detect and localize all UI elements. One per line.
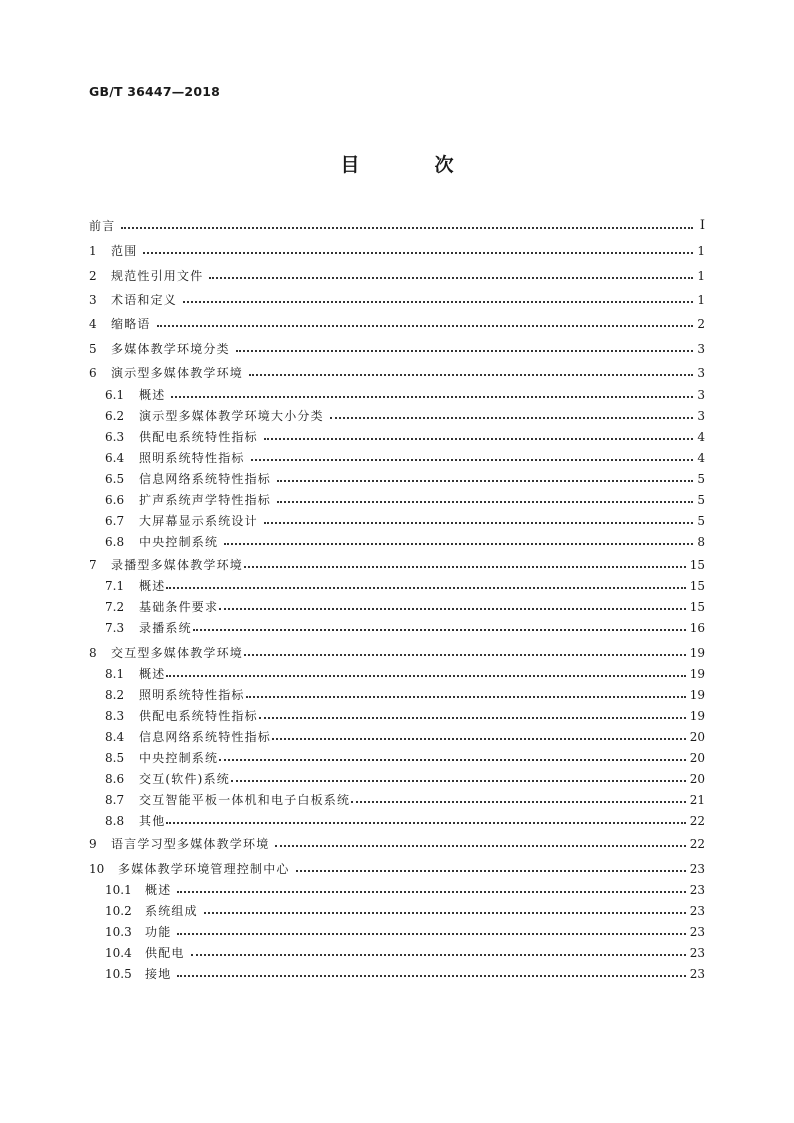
toc-entry-page: 3 — [697, 388, 705, 402]
toc-entry[interactable] — [89, 748, 705, 768]
toc-dot-leader — [249, 363, 693, 383]
toc-entry-number: 7.3 — [105, 621, 125, 635]
toc-dot-leader — [177, 964, 685, 984]
toc-entry-title: 概述 — [145, 883, 172, 897]
toc-entry[interactable] — [89, 834, 705, 854]
toc-entry-page: 1 — [697, 269, 705, 283]
toc-entry-number: 1 — [89, 244, 97, 258]
standard-code: GB/T 36447—2018 — [89, 84, 221, 99]
toc-entry-number: 7.1 — [105, 579, 125, 593]
toc-entry-number: 10.2 — [105, 904, 132, 918]
toc-dot-leader — [121, 216, 693, 236]
toc-entry-title: 大屏幕显示系统设计 — [139, 514, 258, 528]
toc-entry-number: 8 — [89, 646, 97, 660]
toc-entry-page: 22 — [689, 837, 705, 851]
toc-title: 目 次 — [340, 154, 482, 176]
toc-entry-number: 8.4 — [105, 730, 125, 744]
toc-dot-leader — [191, 943, 686, 963]
toc-entry-number: 10 — [89, 862, 105, 876]
toc-entry-title: 信息网络系统特性指标 — [139, 472, 272, 486]
toc-entry-page: 19 — [689, 646, 705, 660]
toc-dot-leader — [244, 555, 686, 575]
toc-entry-title: 功能 — [145, 925, 172, 939]
toc-entry-title: 多媒体教学环境分类 — [111, 342, 230, 356]
toc-entry-title: 概述 — [139, 579, 166, 593]
toc-dot-leader — [330, 406, 693, 426]
toc-entry-page: 5 — [697, 472, 705, 486]
toc-entry-number: 7 — [89, 558, 97, 572]
toc-entry-page: Ⅰ — [699, 218, 705, 233]
toc-entry-page: 8 — [697, 535, 705, 549]
toc-entry-title: 录播系统 — [139, 621, 192, 635]
toc-entry[interactable] — [89, 859, 705, 879]
toc-dot-leader — [231, 769, 686, 789]
toc-entry-number: 6.4 — [105, 451, 125, 465]
toc-dot-leader — [143, 241, 693, 261]
toc-entry[interactable] — [89, 943, 705, 963]
toc-entry-page: 3 — [697, 409, 705, 423]
toc-entry-number: 6 — [89, 366, 97, 380]
toc-entry[interactable] — [89, 339, 705, 359]
toc-entry-page: 23 — [689, 967, 705, 981]
toc-entry-page: 22 — [689, 814, 705, 828]
toc-entry[interactable] — [89, 901, 705, 921]
toc-entry[interactable] — [89, 448, 705, 468]
toc-entry-title: 系统组成 — [145, 904, 198, 918]
toc-entry-page: 3 — [697, 342, 705, 356]
toc-entry-page: 1 — [697, 244, 705, 258]
toc-entry[interactable] — [89, 555, 705, 575]
toc-entry-number: 8.1 — [105, 667, 125, 681]
toc-entry-title: 规范性引用文件 — [111, 269, 204, 283]
toc-dot-leader — [259, 706, 686, 726]
toc-entry[interactable] — [89, 576, 705, 596]
toc-entry-page: 19 — [689, 688, 705, 702]
toc-entry-page: 23 — [689, 904, 705, 918]
toc-entry-title: 基础条件要求 — [139, 600, 219, 614]
toc-entry[interactable] — [89, 266, 705, 286]
toc-dot-leader — [166, 664, 685, 684]
toc-dot-leader — [264, 427, 693, 447]
toc-entry-title: 缩略语 — [111, 317, 151, 331]
toc-dot-leader — [204, 901, 686, 921]
toc-entry[interactable] — [89, 880, 705, 900]
toc-entry-title: 演示型多媒体教学环境大小分类 — [139, 409, 324, 423]
toc-entry-page: 19 — [689, 667, 705, 681]
toc-entry-title: 概述 — [139, 388, 166, 402]
toc-entry-number: 7.2 — [105, 600, 125, 614]
toc-entry[interactable] — [89, 769, 705, 789]
toc-entry-title: 中央控制系统 — [139, 535, 219, 549]
toc-entry-page: 15 — [689, 558, 705, 572]
toc-entry[interactable] — [89, 618, 705, 638]
toc-entry-number: 6.3 — [105, 430, 125, 444]
toc-entry-title: 供配电系统特性指标 — [139, 430, 258, 444]
toc-entry-title: 交互(软件)系统 — [139, 772, 230, 786]
toc-entry-number: 8.5 — [105, 751, 125, 765]
toc-entry-page: 3 — [697, 366, 705, 380]
toc-entry[interactable] — [89, 363, 705, 383]
toc-entry-title: 前言 — [89, 219, 116, 233]
toc-dot-leader — [277, 469, 693, 489]
toc-dot-leader — [171, 385, 693, 405]
toc-entry-title: 接地 — [145, 967, 172, 981]
toc-entry[interactable] — [89, 406, 705, 426]
toc-entry[interactable] — [89, 241, 705, 261]
toc-dot-leader — [272, 727, 686, 747]
toc-entry-page: 1 — [697, 293, 705, 307]
toc-dot-leader — [166, 576, 685, 596]
toc-dot-leader — [236, 339, 693, 359]
toc-entry-page: 23 — [689, 946, 705, 960]
toc-entry-title: 多媒体教学环境管理控制中心 — [118, 862, 290, 876]
toc-entry-page: 5 — [697, 493, 705, 507]
toc-entry-page: 20 — [689, 751, 705, 765]
toc-entry-page: 20 — [689, 730, 705, 744]
toc-entry-title: 扩声系统声学特性指标 — [139, 493, 272, 507]
toc-entry-title: 交互型多媒体教学环境 — [111, 646, 244, 660]
toc-entry[interactable] — [89, 685, 705, 705]
toc-entry-title: 信息网络系统特性指标 — [139, 730, 272, 744]
toc-dot-leader — [224, 532, 693, 552]
toc-dot-leader — [275, 834, 685, 854]
toc-entry[interactable] — [89, 385, 705, 405]
toc-dot-leader — [193, 618, 686, 638]
toc-entry-number: 10.1 — [105, 883, 132, 897]
toc-entry-number: 8.2 — [105, 688, 125, 702]
toc-entry-number: 6.6 — [105, 493, 125, 507]
toc-entry[interactable] — [89, 811, 705, 831]
toc-entry[interactable] — [89, 790, 705, 810]
toc-entry-number: 10.5 — [105, 967, 132, 981]
toc-entry-number: 9 — [89, 837, 97, 851]
toc-dot-leader — [246, 685, 686, 705]
toc-entry-page: 23 — [689, 883, 705, 897]
toc-entry-number: 5 — [89, 342, 97, 356]
toc-entry-title: 术语和定义 — [111, 293, 178, 307]
toc-dot-leader — [166, 811, 685, 831]
toc-entry-page: 4 — [697, 451, 705, 465]
toc-entry-page: 20 — [689, 772, 705, 786]
toc-entry[interactable] — [89, 314, 705, 334]
toc-entry[interactable] — [89, 469, 705, 489]
toc-entry-number: 4 — [89, 317, 97, 331]
toc-entry[interactable] — [89, 216, 705, 236]
toc-entry[interactable] — [89, 922, 705, 942]
toc-entry[interactable] — [89, 511, 705, 531]
toc-dot-leader — [251, 448, 693, 468]
toc-dot-leader — [219, 597, 686, 617]
toc-entry-title: 范围 — [111, 244, 138, 258]
toc-entry[interactable] — [89, 727, 705, 747]
toc-entry[interactable] — [89, 964, 705, 984]
toc-entry-number: 10.3 — [105, 925, 132, 939]
toc-entry-title: 概述 — [139, 667, 166, 681]
toc-entry-number: 8.6 — [105, 772, 125, 786]
toc-entry-page: 23 — [689, 862, 705, 876]
toc-entry-number: 6.7 — [105, 514, 125, 528]
toc-entry-title: 照明系统特性指标 — [139, 688, 245, 702]
toc-dot-leader — [177, 880, 685, 900]
toc-dot-leader — [183, 290, 693, 310]
toc-entry[interactable] — [89, 490, 705, 510]
toc-entry-number: 8.7 — [105, 793, 125, 807]
toc-dot-leader — [209, 266, 693, 286]
toc-entry-number: 8.3 — [105, 709, 125, 723]
toc-entry-page: 5 — [697, 514, 705, 528]
toc-entry-number: 6.8 — [105, 535, 125, 549]
toc-entry[interactable] — [89, 532, 705, 552]
toc-entry-page: 15 — [689, 600, 705, 614]
toc-entry-title: 演示型多媒体教学环境 — [111, 366, 244, 380]
toc-entry-number: 6.5 — [105, 472, 125, 486]
toc-entry-title: 录播型多媒体教学环境 — [111, 558, 244, 572]
toc-entry[interactable] — [89, 427, 705, 447]
toc-entry-title: 其他 — [139, 814, 166, 828]
toc-entry-number: 10.4 — [105, 946, 132, 960]
toc-entry-page: 2 — [697, 317, 705, 331]
toc-entry-page: 19 — [689, 709, 705, 723]
toc-entry-title: 供配电系统特性指标 — [139, 709, 258, 723]
toc-entry-title: 供配电 — [145, 946, 185, 960]
toc-entry-number: 6.2 — [105, 409, 125, 423]
toc-dot-leader — [177, 922, 685, 942]
toc-entry-number: 8.8 — [105, 814, 125, 828]
toc-entry[interactable] — [89, 597, 705, 617]
toc-entry-title: 交互智能平板一体机和电子白板系统 — [139, 793, 351, 807]
toc-entry-title: 中央控制系统 — [139, 751, 219, 765]
toc-dot-leader — [264, 511, 693, 531]
toc-dot-leader — [244, 643, 686, 663]
toc-entry-page: 15 — [689, 579, 705, 593]
toc-entry[interactable] — [89, 664, 705, 684]
toc-entry-number: 6.1 — [105, 388, 125, 402]
toc-entry-page: 16 — [689, 621, 705, 635]
toc-entry-page: 4 — [697, 430, 705, 444]
toc-entry[interactable] — [89, 706, 705, 726]
toc-entry-title: 语言学习型多媒体教学环境 — [111, 837, 270, 851]
toc-entry-page: 23 — [689, 925, 705, 939]
toc-dot-leader — [157, 314, 693, 334]
toc-entry-title: 照明系统特性指标 — [139, 451, 245, 465]
toc-dot-leader — [219, 748, 686, 768]
toc-entry-page: 21 — [689, 793, 705, 807]
toc-entry-number: 3 — [89, 293, 97, 307]
toc-dot-leader — [351, 790, 686, 810]
toc-dot-leader — [296, 859, 686, 879]
toc-entry[interactable] — [89, 643, 705, 663]
toc-entry[interactable] — [89, 290, 705, 310]
toc-dot-leader — [277, 490, 693, 510]
toc-entry-number: 2 — [89, 269, 97, 283]
